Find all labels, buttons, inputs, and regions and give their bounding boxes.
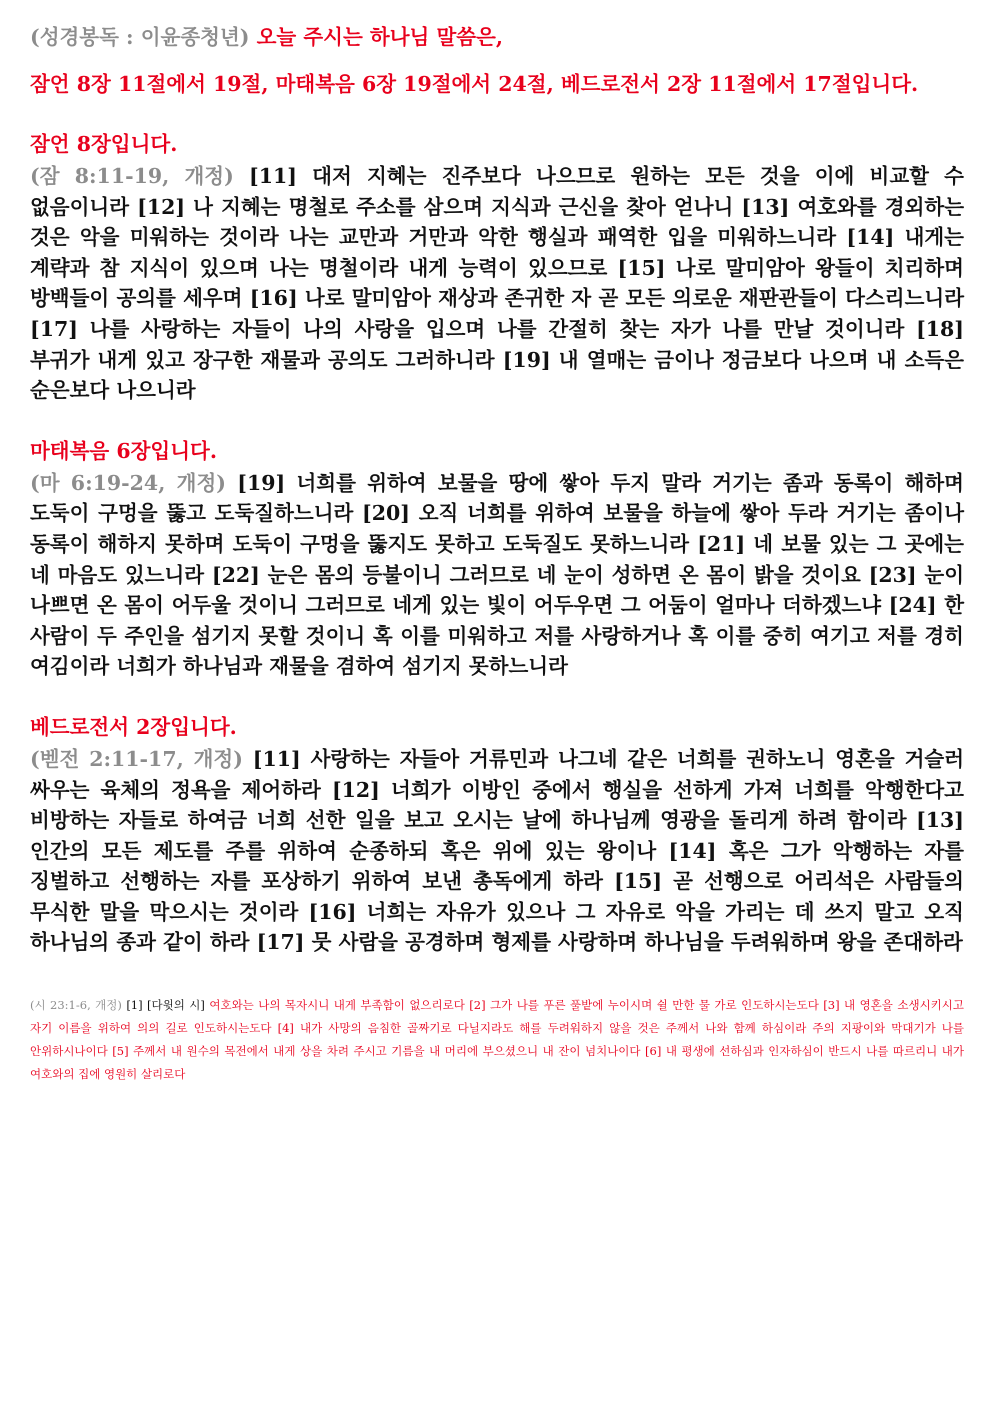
- footnote-text: 여호와는 나의 목자시니 내게 부족함이 없으리로다 [2] 그가 나를 푸른 풀밭에 누이시며 쉴 만한 물 가로 인도하시는도다 [3] 내 영혼을 소생시키시고 자기 이름을 위하여 의의 길로 인도하시는도다 [4] 내가 사망의 음침한 골짜기로 다닐지라도 해를 두려워하지 않을 것은 주께서 나와 함께 하심이라 주의 지팡이와 막대기가 나를 안위하시나이다 [5] 주께서 내 원수의 목전에서 내게 상을 차려 주시고 기름을 내 머리에 부으셨으니 내 잔이 넘치나이다 [6] 내 평생에 선하심과 인자하심이 반드시 나를 따르리니 내가 여호와의 집에 영원히 살리로다: [30, 998, 965, 1082]
- passage-matthew: [30, 468, 964, 682]
- section-title-matthew: 마태복음 6장입니다.: [30, 438, 217, 463]
- passage-reference: (벧전 2:11-17, 개정): [30, 746, 243, 771]
- passage-text: [11] 대저 지혜는 진주보다 나으므로 원하는 모든 것을 이에 비교할 수 없음이니라 [12] 나 지혜는 명철로 주소를 삼으며 지식과 근신을 찾아 얻나니 [13] 여호와를 경외하는 것은 악을 미워하는 것이라 나는 교만과 거만과 악한 행실과 패역한 입을 미워하느니라 [14] 내게는 계략과 참 지식이 있으며 나는 명철이라 내게 능력이 있으므로 [15] 나로 말미암아 왕들이 치리하며 방백들이 공의를 세우며 [16] 나로 말미암아 재상과 존귀한 자 곧 모든 의로운 재판관들이 다스리느니라 [17] 나를 사랑하는 자들이 나의 사랑을 입으며 나를 간절히 찾는 자가 나를 만날 것이니라 [18] 부귀가 내게 있고 장구한 재물과 공의도 그러하니라 [19] 내 열매는 금이나 정금보다 나으며 내 소득은 순은보다 나으니라: [30, 164, 964, 403]
- passage-first-peter: [30, 744, 964, 958]
- matthew-section: [30, 436, 964, 682]
- passage-reference: (잠 8:11-19, 개정): [30, 164, 234, 188]
- proverbs-section: [30, 129, 964, 406]
- reader-credit: (성경봉독 : 이윤종청년): [30, 25, 250, 49]
- passage-text: [11] 사랑하는 자들아 거류민과 나그네 같은 너희를 권하노니 영혼을 거슬러 싸우는 육체의 정욕을 제어하라 [12] 너희가 이방인 중에서 행실을 선하게 가져 너희를 악행한다고 비방하는 자들로 하여금 너희 선한 일을 보고 오시는 날에 하나님께 영광을 돌리게 하려 함이라 [13] 인간의 모든 제도를 주를 위하여 순종하되 혹은 위에 있는 왕이나 [14] 혹은 그가 악행하는 자를 징벌하고 선행하는 자를 포상하기 위하여 보낸 총독에게 하라 [15] 곧 선행으로 어리석은 사람들의 무식한 말을 막으시는 것이라 [16] 너희는 자유가 있으나 그 자유로 악을 가리는 데 쓰지 말고 오직 하나님의 종과 같이 하라 [17] 뭇 사람을 공경하며 형제를 사랑하며 하나님을 두려워하며 왕을 존대하라: [30, 746, 964, 955]
- passages-summary: 잠언 8장 11절에서 19절, 마태복음 6장 19절에서 24절, 베드로전서 2장 11절에서 17절입니다.: [30, 72, 919, 96]
- passage-reference: (마 6:19-24, 개정): [30, 470, 226, 495]
- footnote-title: [1] [다윗의 시]: [121, 998, 210, 1013]
- passage-text: [19] 너희를 위하여 보물을 땅에 쌓아 두지 말라 거기는 좀과 동록이 해하며 도둑이 구멍을 뚫고 도둑질하느니라 [20] 오직 너희를 위하여 보물을 하늘에 쌓아 두라 거기는 좀이나 동록이 해하지 못하며 도둑이 구멍을 뚫지도 못하고 도둑질도 못하느니라 [21] 네 보물 있는 그 곳에는 네 마음도 있느니라 [22] 눈은 몸의 등불이니 그러므로 네 눈이 성하면 온 몸이 밝을 것이요 [23] 눈이 나쁘면 온 몸이 어두울 것이니 그러므로 네게 있는 빛이 어두우면 그 어둠이 얼마나 더하겠느냐 [24] 한 사람이 두 주인을 섬기지 못할 것이니 혹 이를 미워하고 저를 사랑하거나 혹 이를 중히 여기고 저를 경히 여김이라 너희가 하나님과 재물을 겸하여 섬기지 못하느니라: [30, 470, 964, 679]
- footnote-reference: (시 23:1-6, 개정): [30, 998, 122, 1013]
- psalm-footnote: [30, 994, 964, 1086]
- section-title-proverbs: 잠언 8장입니다.: [30, 132, 178, 156]
- section-title-first-peter: 베드로전서 2장입니다.: [30, 714, 237, 739]
- first-peter-section: [30, 712, 964, 958]
- passage-proverbs: [30, 161, 964, 406]
- intro-lead: 오늘 주시는 하나님 말씀은,: [256, 25, 503, 49]
- intro-line: [30, 22, 964, 52]
